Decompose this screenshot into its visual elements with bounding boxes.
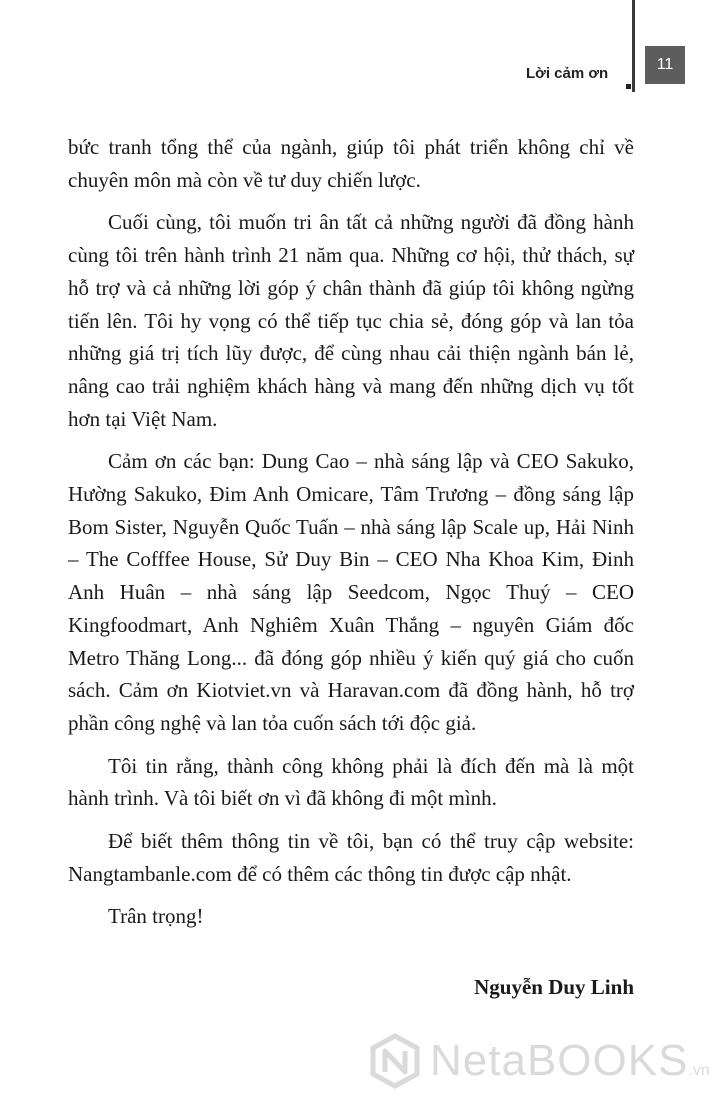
watermark-brand: NetaBOOKS <box>430 1036 689 1085</box>
paragraph: Cảm ơn các bạn: Dung Cao – nhà sáng lập và CEO Sakuko, Hường Sakuko, Đim Anh Omicare, Tâm Trương – đồng sáng lập Bom Sister, Nguyễn Quốc Tuấn – nhà sáng lập Scale up, Hải Ninh – The Cofffee House, Sử Duy Bin – CEO Nha Khoa Kim, Đinh Anh Huân – nhà sáng lập Seedcom, Ngọc Thuý – CEO Kingfoodmart, Anh Nghiêm Xuân Thắng – nguyên Giám đốc Metro Thăng Long... đã đóng góp nhiều ý kiến quý giá cho cuốn sách. Cảm ơn Kiotviet.vn và Haravan.com đã đồng hành, hỗ trợ phần công nghệ và lan tỏa cuốn sách tới độc giả. <box>68 449 634 735</box>
page-number: 11 <box>656 56 674 73</box>
paragraph: Cuối cùng, tôi muốn tri ân tất cả những người đã đồng hành cùng tôi trên hành trình 21 năm qua. Những cơ hội, thử thách, sự hỗ trợ và cả những lời góp ý chân thành đã giúp tôi không ngừng tiến lên. Tôi hy vọng có thể tiếp tục chia sẻ, đóng góp và lan tỏa những giá trị tích lũy được, để cùng nhau cải thiện ngành bán lẻ, nâng cao trải nghiệm khách hàng và mang đến những dịch vụ tốt hơn tại Việt Nam. <box>68 210 634 431</box>
header-divider-line <box>632 0 635 92</box>
watermark-text <box>430 1036 710 1086</box>
paragraph: Để biết thêm thông tin về tôi, bạn có thể truy cập website: Nangtambanle.com để có thêm các thông tin được cập nhật. <box>68 829 634 886</box>
author-signature: Nguyễn Duy Linh <box>474 975 634 999</box>
header-dot <box>626 84 631 89</box>
netabooks-logo-icon <box>368 1034 422 1088</box>
page-number-badge <box>645 46 685 84</box>
paragraph: Tôi tin rằng, thành công không phải là đích đến mà là một hành trình. Và tôi biết ơn vì đã không đi một mình. <box>68 753 634 811</box>
watermark-suffix: .vn <box>688 1062 710 1079</box>
paragraph: bức tranh tổng thể của ngành, giúp tôi phát triển không chỉ về chuyên môn mà còn về tư duy chiến lược. <box>68 135 634 192</box>
running-header-title: Lời cảm ơn <box>526 65 609 82</box>
watermark <box>368 1034 710 1088</box>
paragraph: Trân trọng! <box>108 904 204 929</box>
body-text <box>68 131 634 943</box>
